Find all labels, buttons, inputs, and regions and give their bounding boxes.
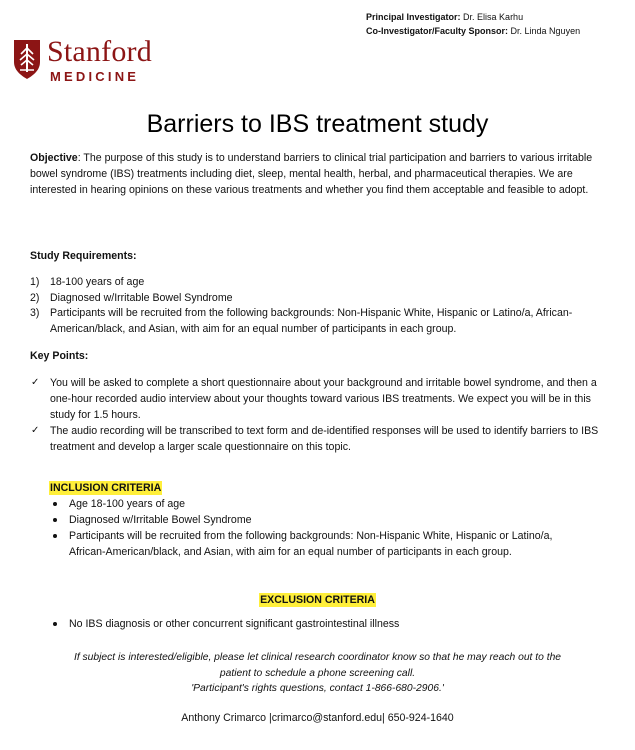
bullet-icon [53, 622, 57, 626]
list-item [30, 375, 615, 423]
coi-name: Dr. Linda Nguyen [510, 26, 581, 36]
logo-text [47, 35, 152, 84]
item-text: Participants will be recruited from the following backgrounds: Non-Hispanic White, Hispanic or Latino/a, African-American/black, and Asian, with aim for an equal number of participants in each group. [69, 530, 553, 558]
logo-subtitle: MEDICINE [50, 69, 140, 84]
item-text: No IBS diagnosis or other concurrent significant gastrointestinal illness [69, 618, 400, 630]
footer-line-2: patient to schedule a phone screening call. [219, 667, 416, 679]
exclusion-heading: EXCLUSION CRITERIA [260, 594, 375, 606]
bullet-icon [53, 534, 57, 538]
list-item [30, 275, 610, 291]
contact-line: Anthony Crimarco |crimarco@stanford.edu| 650-924-1640 [181, 712, 454, 724]
checkmark-icon: ✓ [31, 377, 40, 388]
logo-word: Stanford [47, 35, 152, 68]
inclusion-list [49, 496, 589, 560]
inclusion-heading: INCLUSION CRITERIA [50, 482, 162, 494]
list-item [49, 496, 589, 512]
list-item [49, 512, 589, 528]
objective-paragraph [30, 150, 610, 198]
item-text: The audio recording will be transcribed to text form and de-identified responses will be used to identify barriers to IBS treatment and develop a larger scale questionnaire on this topic. [50, 425, 599, 453]
list-item [49, 528, 589, 560]
page-title: Barriers to IBS treatment study [146, 110, 489, 138]
item-number: 1) [30, 276, 40, 288]
stanford-tree-shield-icon [12, 38, 42, 80]
principal-investigator [366, 10, 580, 24]
key-points-list [30, 375, 615, 455]
checkmark-icon: ✓ [31, 425, 40, 436]
key-points-heading: Key Points: [30, 350, 89, 362]
exclusion-list [49, 616, 589, 632]
list-item [30, 423, 615, 455]
objective-text: : The purpose of this study is to understand barriers to clinical trial participation and barriers to various irritable bowel syndrome (IBS) treatments including diet, sleep, mental health, herbal, and pharmaceutical therapies. We are interested in hearing opinions on these various treatments and whether you find them acceptable and feasible to adopt. [30, 152, 593, 196]
item-text: Age 18-100 years of age [69, 498, 186, 510]
list-item [30, 291, 610, 307]
coi-label: Co-Investigator/Faculty Sponsor: [366, 26, 509, 36]
bullet-icon [53, 518, 57, 522]
pi-label: Principal Investigator: [366, 12, 461, 22]
requirements-list [30, 275, 610, 337]
inclusion-heading-wrap [49, 478, 162, 496]
co-investigator [366, 24, 580, 38]
item-text: You will be asked to complete a short questionnaire about your background and irritable bowel syndrome, and then a one-hour recorded audio interview about your thoughts toward various IBS treatments. We expect you will be in this study for 1.5 hours. [50, 377, 597, 421]
footer-line-3: 'Participant's rights questions, contact 1-866-680-2906.' [191, 683, 444, 694]
stanford-medicine-logo [12, 35, 152, 84]
item-text: Participants will be recruited from the following backgrounds: Non-Hispanic White, Hispanic or Latino/a, African-American/black, and Asian, with aim for an equal number of participants in each group. [50, 307, 573, 335]
pi-name: Dr. Elisa Karhu [463, 12, 524, 22]
item-text: 18-100 years of age [50, 276, 145, 288]
list-item [49, 616, 589, 632]
item-text: Diagnosed w/Irritable Bowel Syndrome [69, 514, 252, 526]
objective-label: Objective [30, 152, 78, 164]
bullet-icon [53, 502, 57, 506]
investigators-block [366, 10, 580, 38]
item-text: Diagnosed w/Irritable Bowel Syndrome [50, 291, 233, 304]
footer-line-1: If subject is interested/eligible, please let clinical research coordinator know so that he may reach out to the [73, 652, 562, 663]
footer-note [0, 650, 635, 697]
exclusion-heading-wrap [0, 590, 635, 608]
item-number: 3) [30, 307, 40, 319]
requirements-heading: Study Requirements: [30, 250, 137, 262]
item-number: 2) [30, 291, 40, 304]
list-item [30, 306, 610, 337]
